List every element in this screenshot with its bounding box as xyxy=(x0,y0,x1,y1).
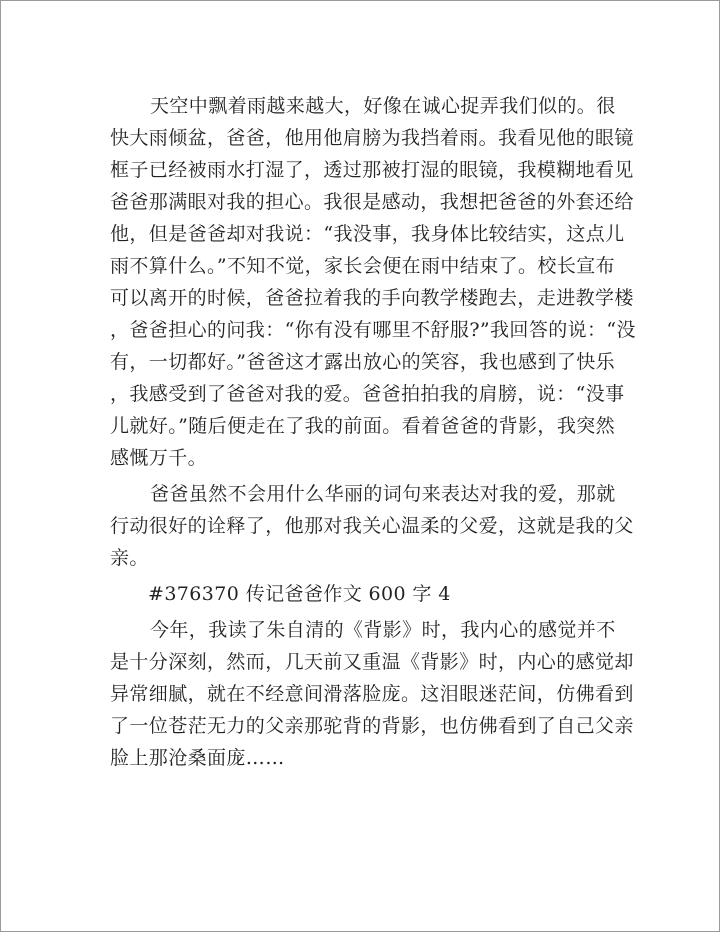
text-line: 快大雨倾盆，爸爸，他用他肩膀为我挡着雨。我看见他的眼镜 xyxy=(110,127,634,149)
document-content xyxy=(110,90,636,774)
text-line: 行动很好的诠释了，他那对我关心温柔的父爱，这就是我的父 xyxy=(110,515,634,537)
text-line: 可以离开的时候，爸爸拉着我的手向教学楼跑去，走进教学楼 xyxy=(110,287,634,309)
text-line: 他，但是爸爸却对我说：“我没事，我身体比较结实，这点儿 xyxy=(110,223,625,245)
text-line: 感慨万千。 xyxy=(110,447,208,469)
text-line: 爸爸那满眼对我的担心。我很是感动，我想把爸爸的外套还给 xyxy=(110,191,634,213)
text-line: 雨不算什么。”不知不觉，家长会便在雨中结束了。校长宣布 xyxy=(110,255,616,277)
text-line: 天空中飘着雨越来越大，好像在诚心捉弄我们似的。很 xyxy=(150,95,616,117)
heading-line: #376370 传记爸爸作文 600 字 4 xyxy=(148,583,451,605)
text-line: 儿就好。”随后便走在了我的前面。看着爸爸的背影，我突然 xyxy=(110,415,616,437)
text-line: 是十分深刻，然而，几天前又重温《背影》时，内心的感觉却 xyxy=(110,651,634,673)
text-line: 异常细腻，就在不经意间滑落脸庞。这泪眼迷茫间，仿佛看到 xyxy=(110,683,634,705)
section-heading xyxy=(110,578,612,610)
text-line: 了一位苍茫无力的父亲那驼背的背影，也仿佛看到了自己父亲 xyxy=(110,715,634,737)
text-line: 有，一切都好。”爸爸这才露出放心的笑容，我也感到了快乐 xyxy=(110,351,616,373)
paragraph-2 xyxy=(110,478,634,574)
text-line: ，爸爸担心的问我：“你有没有哪里不舒服?”我回答的说：“没 xyxy=(110,319,636,341)
text-line: 今年，我读了朱自清的《背影》时，我内心的感觉并不 xyxy=(150,619,616,641)
text-line: 亲。 xyxy=(110,547,149,569)
text-line: 爸爸虽然不会用什么华丽的词句来表达对我的爱，那就 xyxy=(150,483,616,505)
text-line: 框子已经被雨水打湿了，透过那被打湿的眼镜，我模糊地看见 xyxy=(110,159,634,181)
text-line: 脸上那沧桑面庞…… xyxy=(110,747,285,769)
paragraph-1 xyxy=(110,90,636,474)
paragraph-3 xyxy=(110,614,634,774)
text-line: ，我感受到了爸爸对我的爱。爸爸拍拍我的肩膀，说：“没事 xyxy=(110,383,625,405)
